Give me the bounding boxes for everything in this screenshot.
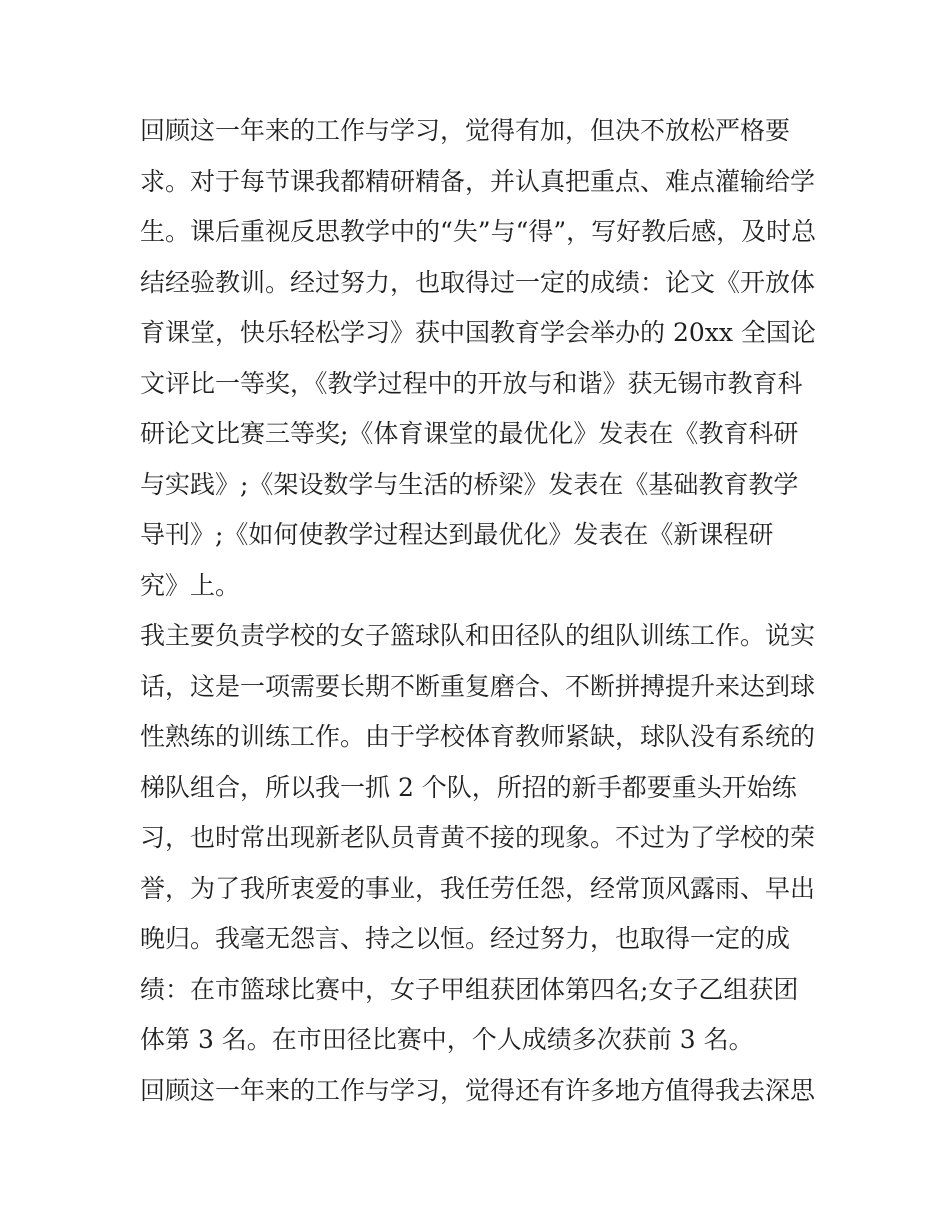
text-line: 晚归。我毫无怨言、持之以恒。经过努力，也取得一定的成	[140, 924, 791, 953]
text-line: 习，也时常出现新老队员青黄不接的现象。不过为了学校的荣	[140, 823, 816, 852]
text-line: 求。对于每节课我都精研精备，并认真把重点、难点灌输给学	[140, 166, 816, 196]
text-line: 回顾这一年来的工作与学习，觉得还有许多地方值得我去深思	[140, 1075, 816, 1105]
paragraph-reflection	[140, 1066, 815, 1117]
document-body	[140, 106, 815, 1116]
text-line: 研论文比赛三等奖;《体育课堂的最优化》发表在《教育科研	[140, 419, 799, 448]
text-line: 究》上。	[140, 570, 241, 600]
text-line: 回顾这一年来的工作与学习，觉得有加，但决不放松严格要	[140, 116, 791, 145]
text-line: 文评比一等奖，《教学过程中的开放与和谐》获无锡市教育科	[140, 368, 803, 398]
paragraph-teaching	[140, 106, 815, 611]
text-line: 导刊》;《如何使教学过程达到最优化》发表在《新课程研	[140, 520, 774, 549]
text-line: 育课堂，快乐轻松学习》获中国教育学会举办的 20xx 全国论	[140, 318, 816, 347]
text-line: 结经验教训。经过努力，也取得过一定的成绩：论文《开放体	[140, 267, 816, 297]
text-line: 生。课后重视反思教学中的“失”与“得”，写好教后感，及时总	[140, 217, 817, 246]
text-line: 体第 3 名。在市田径比赛中，个人成绩多次获前 3 名。	[140, 1025, 754, 1054]
text-line: 性熟练的训练工作。由于学校体育教师紧缺，球队没有系统的	[140, 722, 816, 751]
text-line: 誉，为了我所衷爱的事业，我任劳任怨，经常顶风露雨、早出	[140, 873, 816, 903]
text-line: 绩：在市篮球比赛中，女子甲组获团体第四名;女子乙组获团	[140, 974, 799, 1004]
text-line: 话，这是一项需要长期不断重复磨合、不断拼搏提升来达到球	[140, 671, 816, 701]
text-line: 我主要负责学校的女子篮球队和田径队的组队训练工作。说实	[140, 621, 816, 650]
text-line: 梯队组合，所以我一抓 2 个队，所招的新手都要重头开始练	[140, 772, 797, 802]
paragraph-training	[140, 611, 815, 1066]
text-line: 与实践》;《架设数学与生活的桥梁》发表在《基础教育教学	[140, 469, 799, 499]
